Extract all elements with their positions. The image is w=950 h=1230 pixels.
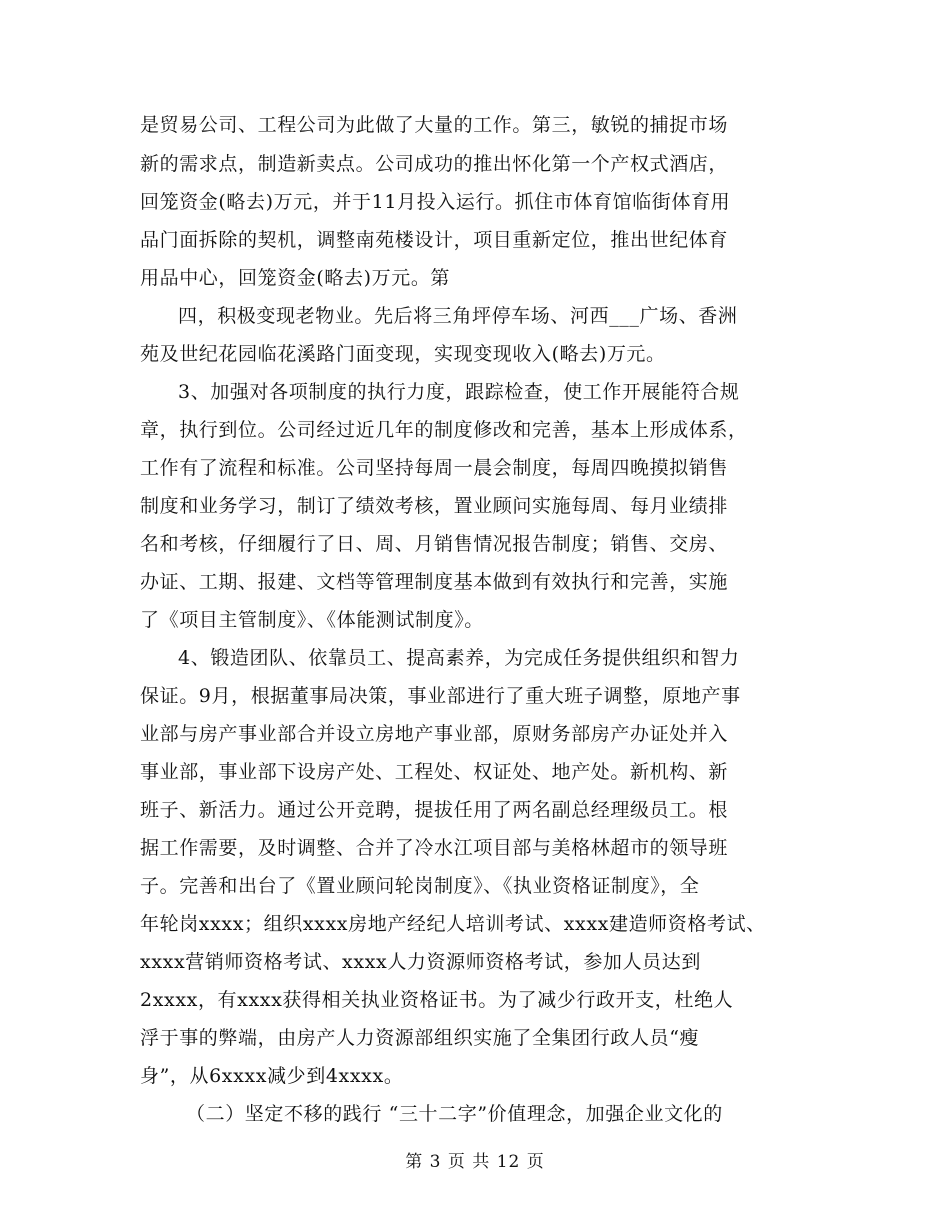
text-line: 回笼资金(略去)万元，并于11月投入运行。抓住市体育馆临街体育用 [140, 191, 731, 213]
text-line: 子。完善和出台了《置业顾问轮岗制度》、《执业资格证制度》，全 [140, 875, 700, 897]
text-line: 新的需求点，制造新卖点。公司成功的推出怀化第一个产权式酒店， [140, 153, 729, 175]
text-line: 工作有了流程和标准。公司坚持每周一晨会制度，每周四晚摸拟销售 [140, 457, 729, 479]
text-line: 班子、新活力。通过公开竞聘，提拔任用了两名副总经理级员工。根 [140, 799, 729, 821]
text-line: 名和考核，仔细履行了日、周、月销售情况报告制度；销售、交房、 [140, 533, 729, 555]
text-line: 苑及世纪花园临花溪路门面变现，实现变现收入(略去)万元。 [140, 343, 666, 365]
text-line: 用品中心，回笼资金(略去)万元。第 [140, 267, 451, 289]
text-line: xxxx营销师资格考试、xxxx人力资源师资格考试，参加人员达到 [140, 951, 701, 973]
page-number-footer: 第 3 页 共 12 页 [405, 1152, 545, 1172]
text-line: 业部与房产事业部合并设立房地产事业部，原财务部房产办证处并入 [140, 723, 729, 745]
text-line: 据工作需要，及时调整、合并了冷水江项目部与美格林超市的领导班 [140, 837, 729, 859]
text-line: 2xxxx，有xxxx获得相关执业资格证书。为了减少行政开支，杜绝人 [140, 989, 734, 1011]
text-line: 是贸易公司、工程公司为此做了大量的工作。第三，敏锐的捕捉市场 [140, 114, 729, 136]
text-line: 保证。9月，根据董事局决策，事业部进行了重大班子调整，原地产事 [140, 685, 741, 707]
text-line: 事业部，事业部下设房产处、工程处、权证处、地产处。新机构、新 [140, 761, 729, 783]
text-line: 4、锻造团队、依靠员工、提高素养，为完成任务提供组织和智力 [178, 647, 740, 669]
text-line: 3、加强对各项制度的执行力度，跟踪检查，使工作开展能符合规 [178, 381, 740, 403]
text-line: 办证、工期、报建、文档等管理制度基本做到有效执行和完善，实施 [140, 571, 729, 593]
text-line: 身”，从6xxxx减少到4xxxx。 [140, 1065, 404, 1087]
text-line: 了《项目主管制度》、《体能测试制度》。 [140, 609, 484, 631]
text-line: 制度和业务学习，制订了绩效考核，置业顾问实施每周、每月业绩排 [140, 495, 729, 517]
text-line: 四，积极变现老物业。先后将三角坪停车场、河西___广场、香洲 [178, 305, 738, 327]
text-line: 年轮岗xxxx；组织xxxx房地产经纪人培训考试、xxxx建造师资格考试、 [140, 913, 766, 935]
text-line: 浮于事的弊端，由房产人力资源部组织实施了全集团行政人员“瘦 [140, 1027, 700, 1049]
text-line: 品门面拆除的契机，调整南苑楼设计，项目重新定位，推出世纪体育 [140, 229, 729, 251]
text-line: （二）坚定不移的践行 “三十二字”价值理念，加强企业文化的 [186, 1103, 723, 1125]
text-line: 章，执行到位。公司经过近几年的制度修改和完善，基本上形成体系， [140, 419, 748, 441]
